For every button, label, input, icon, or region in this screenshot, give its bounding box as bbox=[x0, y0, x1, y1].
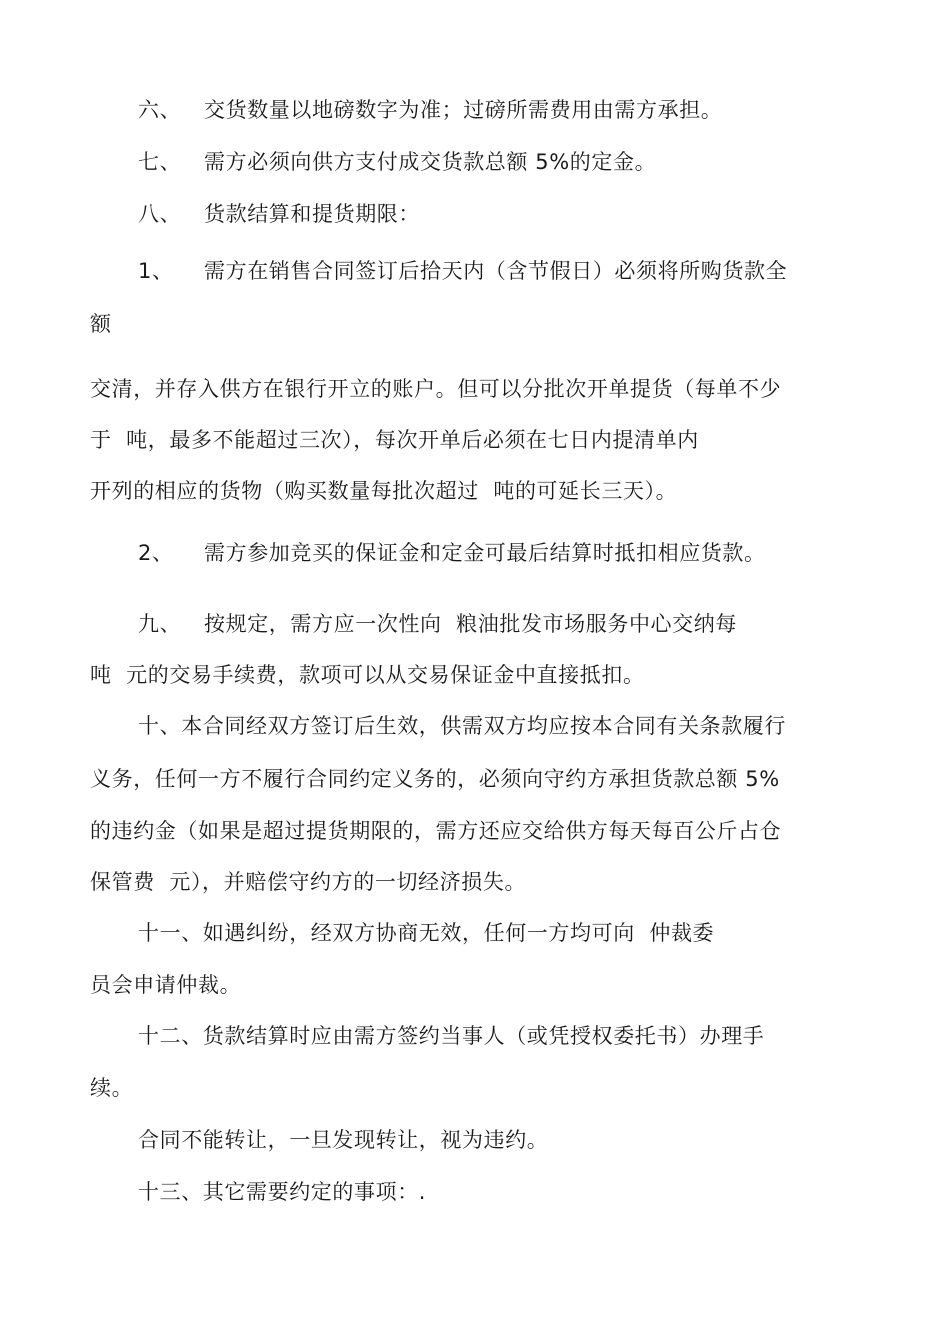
clause-ten-line2: 义务，任何一方不履行合同约定义务的，必须向守约方承担货款总额 5% bbox=[90, 767, 780, 791]
clause-ten-line3: 的违约金（如果是超过提货期限的，需方还应交给供方每天每百公斤占仓 bbox=[90, 819, 782, 843]
clause-eleven-line1: 十一、如遇纠纷，经双方协商无效，任何一方均可向 仲裁委 bbox=[138, 921, 715, 945]
clause-eleven-line2: 员会申请仲裁。 bbox=[90, 973, 242, 997]
clause-eight-1-line5: 开列的相应的货物（购买数量每批次超过 吨的可延长三天）。 bbox=[90, 479, 678, 503]
clause-eight-1-line4: 于 吨，最多不能超过三次），每次开单后必须在七日内提清单内 bbox=[90, 428, 699, 452]
clause-number: 1、 bbox=[138, 259, 174, 283]
clause-seven bbox=[138, 149, 656, 175]
clause-six bbox=[138, 97, 722, 123]
clause-number: 七、 bbox=[138, 150, 182, 174]
clause-eight-2 bbox=[138, 540, 766, 566]
clause-twelve-line2: 续。 bbox=[90, 1076, 134, 1100]
clause-thirteen-line1: 十三、其它需要约定的事项：. bbox=[138, 1180, 427, 1204]
clause-eight bbox=[138, 201, 420, 227]
clause-number: 六、 bbox=[138, 98, 182, 122]
clause-text: 货款结算和提货期限： bbox=[204, 202, 420, 226]
clause-eight-1-line3: 交清，并存入供方在银行开立的账户。但可以分批次开单提货（每单不少 bbox=[90, 377, 782, 401]
clause-text: 需方在销售合同签订后拾天内（含节假日）必须将所购货款全 bbox=[204, 259, 788, 283]
clause-ten-line4: 保管费 元），并赔偿守约方的一切经济损失。 bbox=[90, 870, 527, 894]
clause-number: 八、 bbox=[138, 202, 182, 226]
clause-text: 需方必须向供方支付成交货款总额 5%的定金。 bbox=[204, 150, 657, 174]
clause-eight-1-line1 bbox=[138, 258, 787, 284]
clause-nine-line2: 吨 元的交易手续费，款项可以从交易保证金中直接抵扣。 bbox=[90, 663, 645, 687]
clause-ten-line1: 十、本合同经双方签订后生效，供需双方均应按本合同有关条款履行 bbox=[138, 714, 786, 738]
clause-text: 需方参加竞买的保证金和定金可最后结算时抵扣相应货款。 bbox=[204, 541, 766, 565]
clause-text: 交货数量以地磅数字为准；过磅所需费用由需方承担。 bbox=[204, 98, 723, 122]
clause-text: 按规定，需方应一次性向 粮油批发市场服务中心交纳每 bbox=[204, 612, 737, 636]
clause-twelve-line3: 合同不能转让，一旦发现转让，视为违约。 bbox=[138, 1128, 549, 1152]
clause-number: 2、 bbox=[138, 541, 174, 565]
clause-number: 九、 bbox=[138, 612, 182, 636]
clause-eight-1-line2: 额 bbox=[90, 312, 112, 336]
clause-nine-line1 bbox=[138, 611, 737, 637]
clause-twelve-line1: 十二、货款结算时应由需方签约当事人（或凭授权委托书）办理手 bbox=[138, 1024, 765, 1048]
